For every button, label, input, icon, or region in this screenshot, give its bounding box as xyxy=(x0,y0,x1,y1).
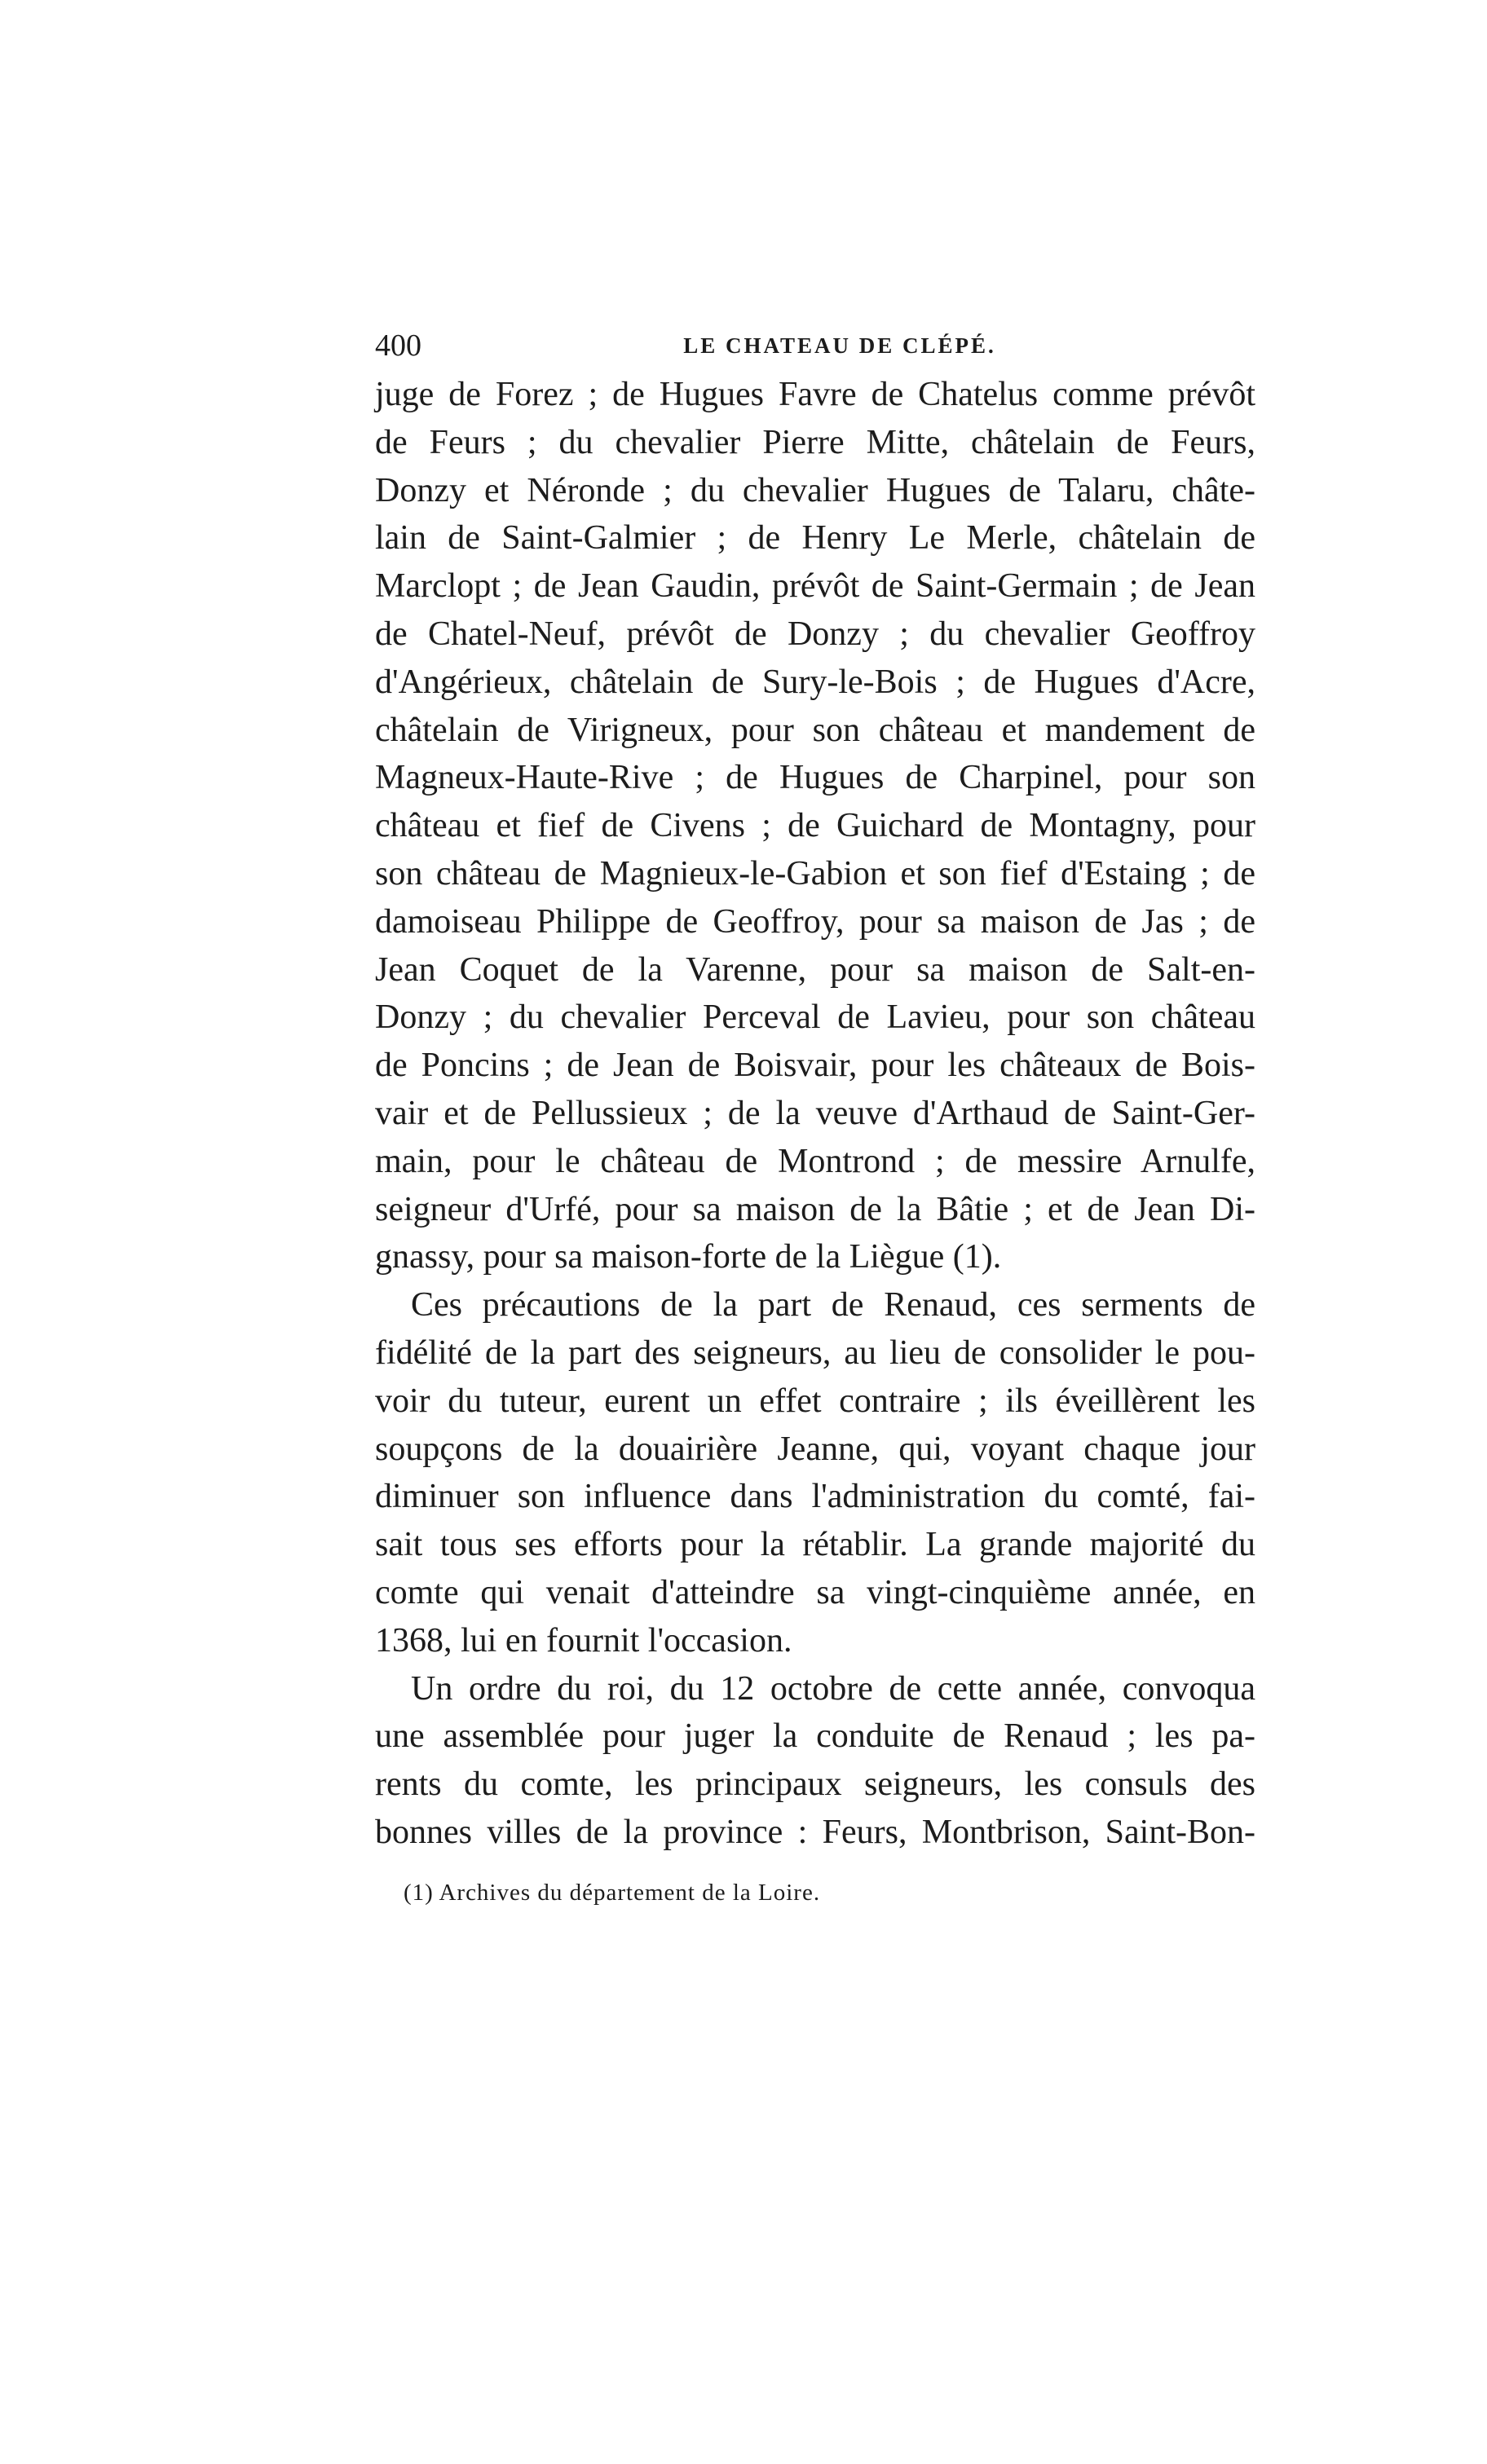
text-line: seigneur d'Urfé, pour sa maison de la Bâtie ; et de Jean Di- xyxy=(375,1190,1255,1228)
text-line: de Feurs ; du chevalier Pierre Mitte, châtelain de Feurs, xyxy=(375,423,1255,461)
text-line: diminuer son influence dans l'administration du comté, fai- xyxy=(375,1478,1255,1516)
text-line: Jean Coquet de la Varenne, pour sa maison de Salt-en- xyxy=(375,950,1255,989)
text-line: bonnes villes de la province : Feurs, Montbrison, Saint-Bon- xyxy=(375,1813,1255,1851)
text-line: Un ordre du roi, du 12 octobre de cette année, convoqua xyxy=(411,1669,1255,1708)
footnote: (1) Archives du département de la Loire. xyxy=(404,1880,821,1906)
text-line: voir du tuteur, eurent un effet contraire ; ils éveillèrent les xyxy=(375,1382,1255,1420)
text-line: juge de Forez ; de Hugues Favre de Chatelus comme prévôt xyxy=(375,376,1255,413)
text-line: gnassy, pour sa maison-forte de la Liègue (1). xyxy=(375,1238,1002,1276)
text-line: soupçons de la douairière Jeanne, qui, voyant chaque jour xyxy=(375,1430,1255,1468)
text-line: une assemblée pour juger la conduite de Renaud ; les pa- xyxy=(375,1717,1255,1756)
text-line: lain de Saint-Galmier ; de Henry Le Merle, châtelain de xyxy=(375,519,1255,558)
text-line: château et fief de Civens ; de Guichard de Montagny, pour xyxy=(375,807,1255,845)
body-text xyxy=(375,371,1255,1851)
text-line: comte qui venait d'atteindre sa vingt-cinquième année, en xyxy=(375,1573,1255,1611)
text-line: main, pour le château de Montrond ; de messire Arnulfe, xyxy=(375,1142,1255,1180)
text-line: sait tous ses efforts pour la rétablir. La grande majorité du xyxy=(375,1526,1255,1564)
text-line: d'Angérieux, châtelain de Sury-le-Bois ; de Hugues d'Acre, xyxy=(375,663,1255,701)
text-line: fidélité de la part des seigneurs, au lieu de consolider le pou- xyxy=(375,1333,1255,1372)
text-line: de Poncins ; de Jean de Boisvair, pour les châteaux de Bois- xyxy=(375,1047,1255,1085)
text-line: Marclopt ; de Jean Gaudin, prévôt de Saint-Germain ; de Jean xyxy=(375,567,1255,606)
text-line: Magneux-Haute-Rive ; de Hugues de Charpinel, pour son xyxy=(375,759,1255,797)
page-header xyxy=(375,324,1296,367)
page-number: 400 xyxy=(375,328,421,363)
text-line: Ces précautions de la part de Renaud, ces serments de xyxy=(411,1286,1255,1325)
text-line: de Chatel-Neuf, prévôt de Donzy ; du chevalier Geoffroy xyxy=(375,615,1255,653)
text-line: châtelain de Virigneux, pour son château et mandement de xyxy=(375,711,1255,749)
text-line: rents du comte, les principaux seigneurs, les consuls des xyxy=(375,1765,1255,1804)
text-line: Donzy ; du chevalier Perceval de Lavieu, pour son château xyxy=(375,998,1255,1037)
text-line: Donzy et Néronde ; du chevalier Hugues de Talaru, châte- xyxy=(375,471,1255,509)
text-line: 1368, lui en fournit l'occasion. xyxy=(375,1621,792,1660)
text-line: damoiseau Philippe de Geoffroy, pour sa maison de Jas ; de xyxy=(375,902,1255,941)
text-line: son château de Magnieux-le-Gabion et son fief d'Estaing ; de xyxy=(375,854,1255,893)
running-head: LE CHATEAU DE CLÉPÉ. xyxy=(683,333,996,358)
text-line: vair et de Pellussieux ; de la veuve d'Arthaud de Saint-Ger- xyxy=(375,1094,1255,1132)
